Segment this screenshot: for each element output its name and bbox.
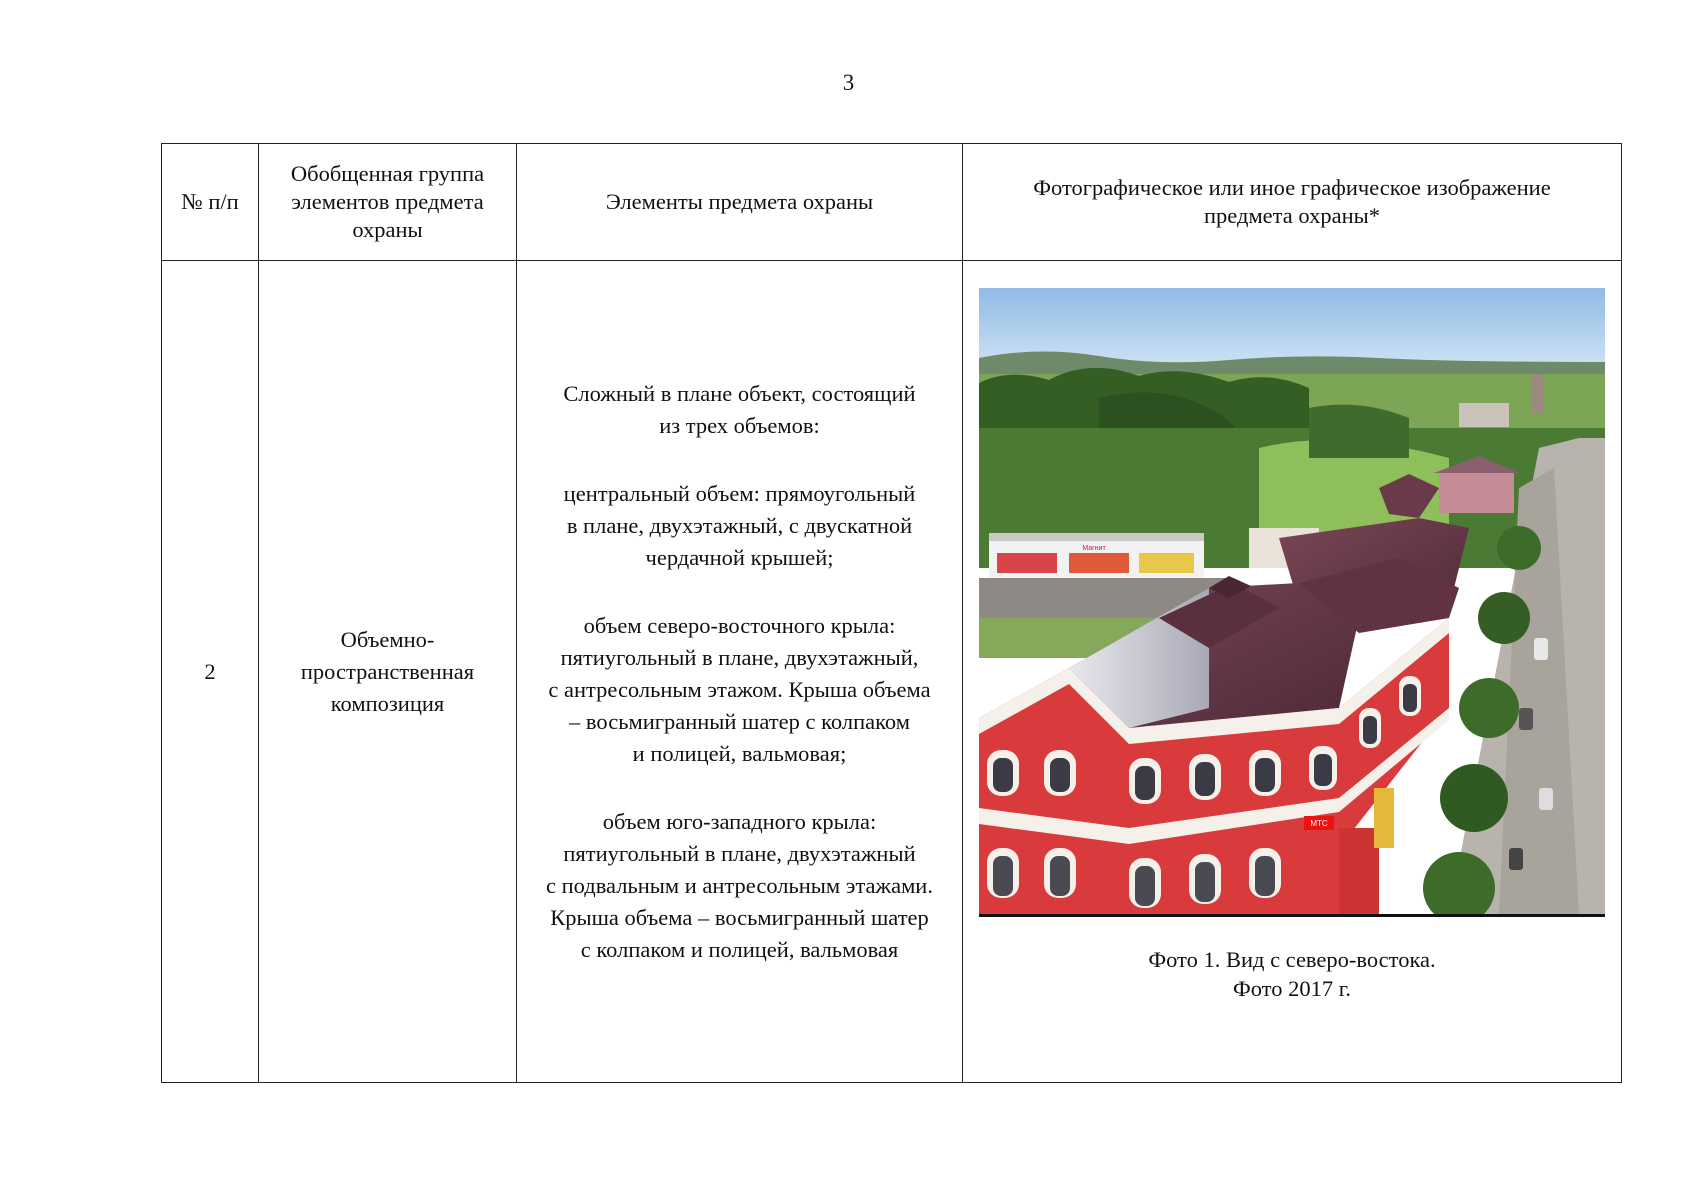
caption-line: Фото 1. Вид с северо-востока. bbox=[1148, 947, 1436, 972]
building-photo bbox=[979, 288, 1605, 917]
row-photo bbox=[963, 261, 1622, 1083]
element-paragraph: Сложный в плане объект, состоящий из трех объемов: bbox=[563, 380, 916, 438]
shop-sign: МТС bbox=[1310, 819, 1328, 828]
row-number: 2 bbox=[162, 261, 259, 1083]
table-row bbox=[162, 261, 1622, 1083]
photo-caption bbox=[971, 945, 1613, 1003]
row-group: Объемно-пространственная композиция bbox=[259, 261, 517, 1083]
header-elements: Элементы предмета охраны bbox=[517, 144, 963, 261]
page-number: 3 bbox=[842, 70, 855, 95]
protection-table bbox=[161, 143, 1622, 1083]
element-paragraph: объем северо-восточного крыла: пятиугольный в плане, двухэтажный, с антресольным этажом. Крыша объема – восьмигранный шатер с колпаком и полицей, вальмовая; bbox=[548, 612, 931, 766]
store-sign: Магнит bbox=[1082, 545, 1106, 552]
header-image: Фотографическое или иное графическое изображение предмета охраны* bbox=[963, 144, 1622, 261]
table-header-row bbox=[162, 144, 1622, 261]
element-paragraph: объем юго-западного крыла: пятиугольный в плане, двухэтажный с подвальным и антресольным этажами. Крыша объема – восьмигранный шатер с колпаком и полицей, вальмовая bbox=[546, 808, 933, 962]
row-elements bbox=[517, 261, 963, 1083]
header-group: Обобщенная группа элементов предмета охраны bbox=[259, 144, 517, 261]
caption-line: Фото 2017 г. bbox=[1232, 976, 1352, 1001]
element-paragraph: центральный объем: прямоугольный в плане, двухэтажный, с двускатной чердачной крышей; bbox=[563, 480, 916, 570]
header-number: № п/п bbox=[162, 144, 259, 261]
